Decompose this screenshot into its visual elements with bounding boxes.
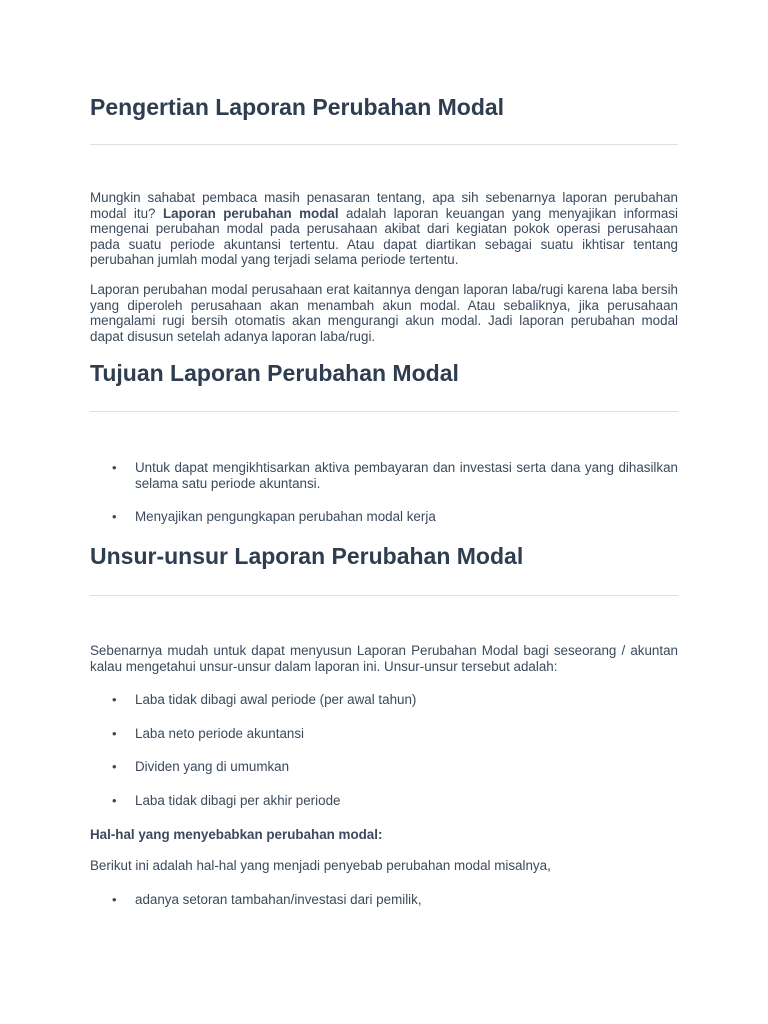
bullet-icon: • — [112, 460, 117, 475]
paragraph-penyebab-intro: Berikut ini adalah hal-hal yang menjadi penyebab perubahan modal misalnya, — [90, 858, 551, 873]
list-item-text: Laba tidak dibagi per akhir periode — [135, 792, 341, 808]
unsur-list — [90, 692, 678, 808]
bullet-icon: • — [112, 725, 117, 741]
heading-divider — [90, 144, 678, 145]
heading-divider — [90, 595, 678, 596]
paragraph-definition — [90, 190, 678, 268]
list-item-text: Laba tidak dibagi awal periode (per awal tahun) — [135, 692, 417, 707]
bullet-icon: • — [112, 892, 117, 907]
list-item-text: adanya setoran tambahan/investasi dari pemilik, — [135, 892, 422, 907]
bullet-icon: • — [112, 759, 117, 775]
list-item — [90, 692, 678, 708]
paragraph-relation: Laporan perubahan modal perusahaan erat kaitannya dengan laporan laba/rugi karena laba bersih yang diperoleh perusahaan akan menambah akun modal. Atau sebaliknya, jika perusahaan mengalami rugi bersih otomatis akan mengurangi akun modal. Jadi laporan perubahan modal dapat disusun setelah adanya laporan laba/rugi. — [90, 282, 678, 344]
list-item-text: Untuk dapat mengikhtisarkan aktiva pembayaran dan investasi serta dana yang dihasilkan selama satu periode akuntansi. — [135, 460, 678, 491]
paragraph-text: adalah laporan keuangan yang menyajikan informasi mengenai perubahan modal pada perusahaan akibat dari kegiatan pokok operasi perusahaan pada suatu periode akuntansi tertentu. Atau dapat diartikan sebagai suatu ikhtisar tentang perubahan jumlah modal yang terjadi selama periode tertentu. — [90, 205, 678, 268]
list-item — [90, 460, 678, 491]
penyebab-list — [90, 892, 678, 908]
paragraph-text: Mungkin sahabat pembaca masih penasaran tentang, apa sih sebenarnya laporan perubahan modal itu? — [90, 190, 678, 221]
list-item — [90, 793, 678, 809]
section-heading-pengertian: Pengertian Laporan Perubahan Modal — [90, 94, 505, 120]
section-heading-unsur: Unsur-unsur Laporan Perubahan Modal — [90, 543, 524, 569]
subheading-penyebab: Hal-hal yang menyebabkan perubahan modal: — [90, 827, 383, 842]
bold-term: Laporan perubahan modal — [162, 205, 339, 221]
bullet-icon: • — [112, 692, 117, 707]
list-item — [90, 759, 678, 775]
list-item — [90, 509, 678, 525]
paragraph-unsur-intro: Sebenarnya mudah untuk dapat menyusun Laporan Perubahan Modal bagi seseorang / akuntan kalau mengetahui unsur-unsur dalam laporan ini. Unsur-unsur tersebut adalah: — [90, 643, 678, 674]
tujuan-list — [90, 460, 678, 525]
list-item — [90, 892, 678, 908]
heading-divider — [90, 411, 678, 412]
bullet-icon: • — [112, 792, 117, 808]
bullet-icon: • — [112, 509, 117, 525]
list-item-text: Dividen yang di umumkan — [135, 759, 290, 775]
list-item-text: Menyajikan pengungkapan perubahan modal kerja — [135, 509, 436, 525]
list-item-text: Laba neto periode akuntansi — [135, 725, 305, 741]
list-item — [90, 726, 678, 742]
section-heading-tujuan: Tujuan Laporan Perubahan Modal — [90, 360, 459, 386]
